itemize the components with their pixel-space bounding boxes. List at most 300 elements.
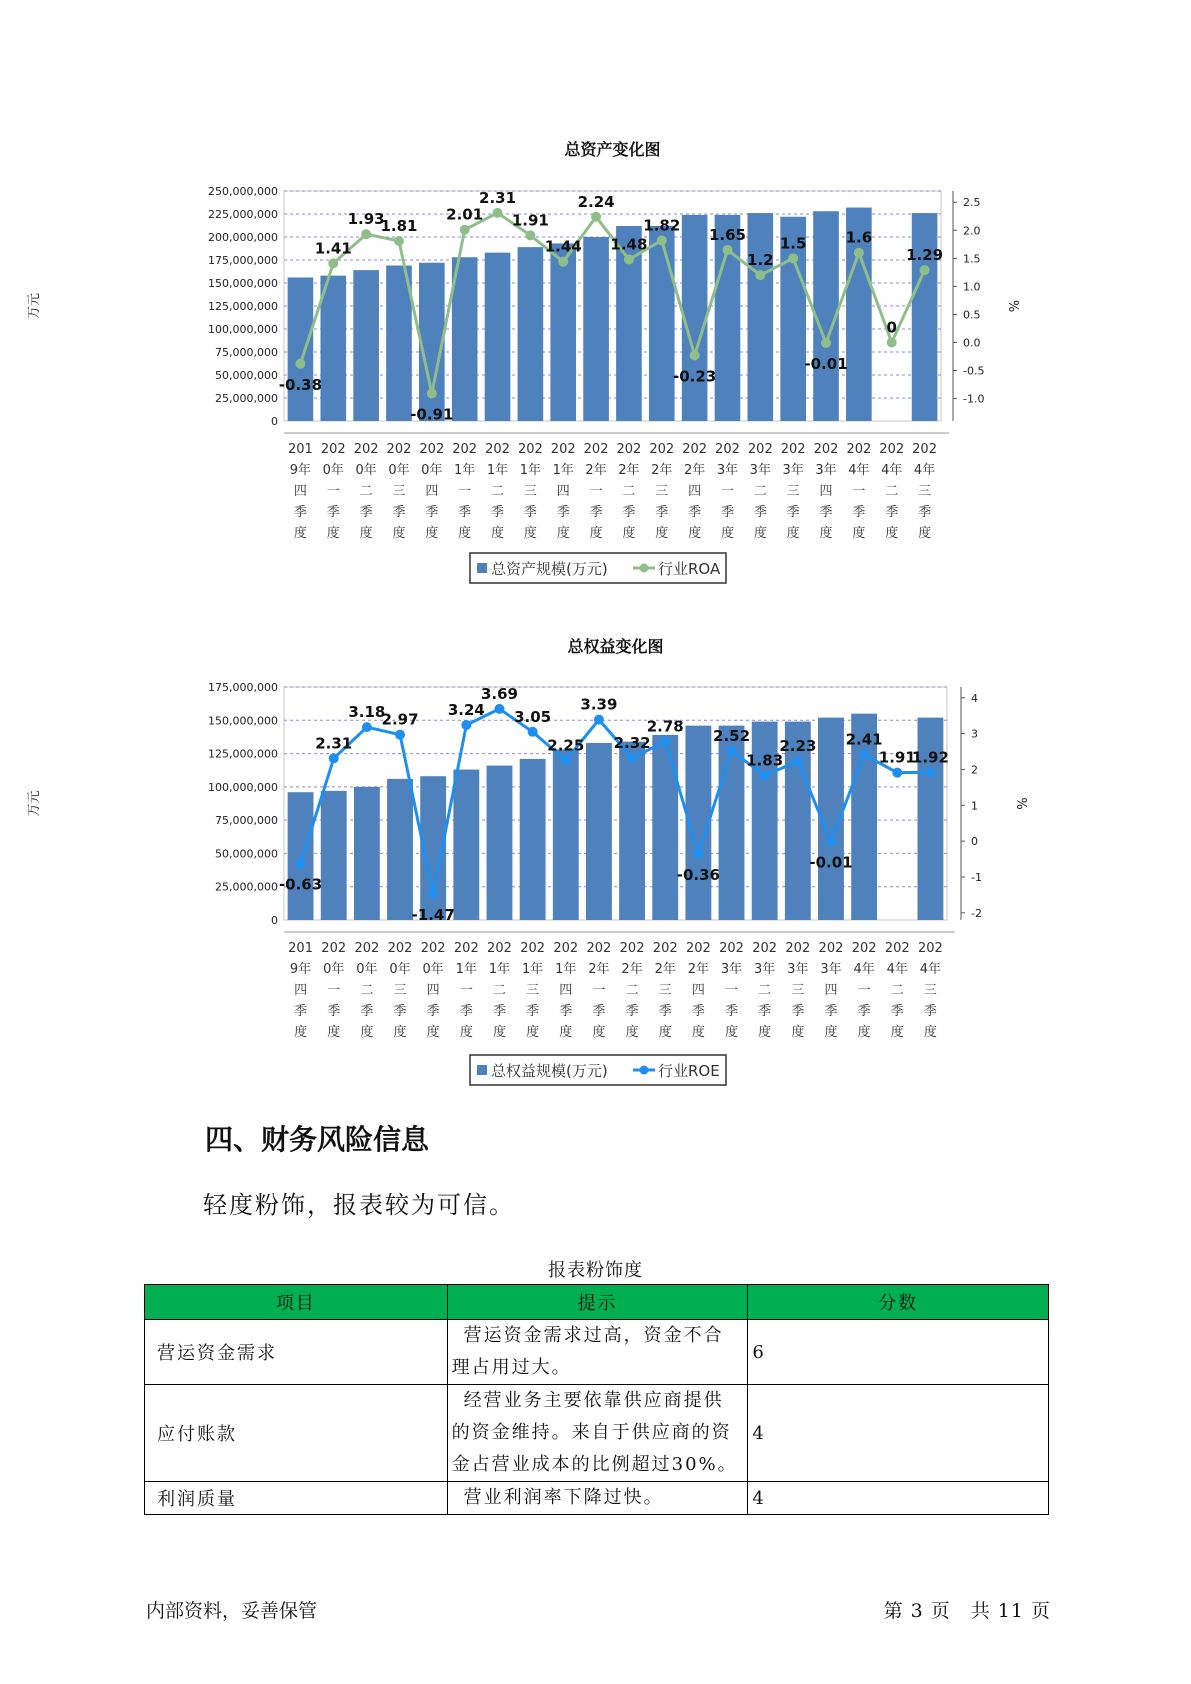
data-label: 2.23 [779,737,817,756]
x-tick-label: 度 [622,526,636,541]
x-tick-label: 202 [553,941,579,956]
x-tick-label: 度 [359,526,373,541]
x-tick-label: 202 [785,941,811,956]
x-tick-label: 0年 [356,962,378,977]
data-label: 0 [886,318,897,337]
line-point [561,755,571,765]
x-tick-label: 季 [824,1004,838,1019]
data-label: 1.82 [643,216,681,235]
y-left-axis-label: 万元 [27,790,42,817]
line-point [525,230,535,240]
bar [583,237,609,421]
bar [453,770,479,920]
x-tick-label: 三 [658,983,672,998]
x-tick-label: 202 [586,941,612,956]
line-point [295,359,305,369]
data-label: 1.48 [610,235,648,254]
x-tick-label: 202 [321,941,347,956]
x-tick-label: 202 [487,941,512,956]
line-point [821,338,831,348]
bar [652,735,678,920]
x-tick-label: 一 [592,983,606,998]
line-point [693,849,703,859]
x-tick-label: 0年 [322,463,344,478]
y-left-tick-label: 225,000,000 [208,208,278,221]
x-tick-label: 202 [879,442,905,457]
bar [487,766,513,920]
y-left-tick-label: 250,000,000 [208,185,278,198]
data-label: -0.01 [804,355,848,374]
y-right-tick-label: 1.5 [963,252,981,266]
x-tick-label: 1年 [455,962,477,977]
line-point [892,768,902,778]
y-left-tick-label: 200,000,000 [208,231,278,244]
x-tick-label: 度 [691,1025,705,1040]
line-point [690,350,700,360]
y-right-tick-label: 1.0 [963,280,981,294]
table-caption: 报表粉饰度 [548,1260,643,1281]
x-tick-label: 度 [786,526,800,541]
y-left-tick-label: 50,000,000 [215,369,278,382]
x-tick-label: 四 [293,484,307,499]
x-tick-label: 一 [326,484,340,499]
x-tick-label: 3年 [749,463,771,478]
line-point [493,208,503,218]
total-equity-chart-svg [0,632,1191,1102]
chart-title: 总资产变化图 [564,140,661,159]
y-right-tick-label: -1 [971,870,982,884]
line-point [854,248,864,258]
x-tick-label: 二 [758,983,772,998]
x-tick-label: 202 [685,941,711,956]
data-label: 1.91 [878,748,916,767]
row-score: 4 [748,1385,1049,1482]
x-tick-label: 季 [758,1004,772,1019]
row-score: 4 [748,1482,1049,1515]
x-tick-label: 季 [725,1004,739,1019]
x-tick-label: 度 [492,1025,506,1040]
x-tick-label: 四 [691,983,705,998]
section-title: 四、财务风险信息 [205,1123,430,1156]
x-tick-label: 季 [359,505,373,520]
x-tick-label: 度 [459,1025,473,1040]
x-tick-label: 0年 [389,962,411,977]
x-tick-label: 202 [386,442,412,457]
x-tick-label: 4年 [853,962,875,977]
x-tick-label: 1年 [486,463,509,478]
x-tick-label: 一 [459,983,473,998]
x-tick-label: 二 [491,484,505,499]
x-tick-label: 202 [550,442,576,457]
x-tick-label: 季 [625,1004,639,1019]
bar [387,779,413,920]
x-tick-label: 202 [320,442,346,457]
x-tick-label: 202 [619,941,645,956]
data-label: 1.2 [747,251,774,270]
x-tick-label: 202 [649,442,675,457]
x-tick-label: 季 [655,505,669,520]
line-point [657,235,667,245]
x-tick-label: 三 [523,484,537,499]
row-item: 利润质量 [145,1482,448,1515]
line-point [394,236,404,246]
x-tick-label: 季 [327,1004,341,1019]
x-tick-label: 4年 [886,962,908,977]
x-tick-label: 季 [592,1004,606,1019]
x-tick-label: 2年 [687,962,710,977]
x-tick-label: 4年 [881,463,903,478]
x-tick-label: 度 [556,526,570,541]
x-tick-label: 季 [786,505,800,520]
bar [748,213,774,421]
bar [288,277,314,421]
x-tick-label: 度 [559,1025,573,1040]
x-tick-label: 202 [452,442,478,457]
x-tick-label: 2年 [654,962,676,977]
header-tip: 提示 [447,1285,748,1320]
legend-line-marker [640,564,649,573]
x-tick-label: 3年 [716,463,739,478]
bar [586,743,612,920]
x-tick-label: 9年 [289,463,312,478]
x-tick-label: 9年 [289,962,312,977]
y-left-tick-label: 0 [271,914,278,927]
x-tick-label: 202 [818,941,844,956]
x-tick-label: 度 [857,1025,871,1040]
y-right-tick-label: 0 [971,835,978,849]
y-right-tick-label: 0.0 [963,336,981,350]
x-tick-label: 季 [819,505,833,520]
data-label: 3.39 [580,695,618,714]
bar [553,750,579,920]
x-tick-label: 201 [288,442,313,457]
x-tick-label: 202 [747,442,773,457]
x-tick-label: 季 [392,505,406,520]
line-point [722,245,732,255]
line-point [329,753,339,763]
x-tick-label: 度 [819,526,833,541]
x-tick-label: 度 [725,1025,739,1040]
x-tick-label: 度 [458,526,472,541]
x-tick-label: 季 [857,1004,871,1019]
y-left-tick-label: 125,000,000 [208,747,278,761]
line-point [660,736,670,746]
data-label: 3.69 [480,684,518,703]
line-point [395,730,405,740]
y-right-tick-label: 2 [971,763,978,777]
bar [354,787,380,920]
row-tip: 营业利润率下降过快。 [447,1482,748,1515]
x-tick-label: 一 [458,484,472,499]
data-label: 1.93 [347,210,385,229]
x-tick-label: 0年 [323,962,345,977]
y-left-axis-label: 万元 [27,292,42,320]
data-label: 2.52 [713,726,751,745]
x-tick-label: 度 [360,1025,374,1040]
y-right-tick-label: -1.0 [963,392,985,406]
x-tick-label: 4年 [913,463,936,478]
line-point [624,254,634,264]
x-tick-label: 202 [517,442,543,457]
x-tick-label: 一 [589,484,603,499]
x-tick-label: 1年 [519,463,542,478]
bar [619,742,645,920]
y-right-axis-label: % [1005,299,1020,313]
x-tick-label: 度 [720,526,734,541]
x-tick-label: 2年 [585,463,607,478]
x-tick-label: 度 [589,526,603,541]
x-tick-label: 2年 [651,463,673,478]
x-tick-label: 3年 [782,463,804,478]
x-tick-label: 一 [327,983,341,998]
x-tick-label: 季 [753,505,767,520]
bar [520,759,546,920]
x-tick-label: 202 [715,442,740,457]
data-label: 2.41 [845,730,883,749]
line-point [627,753,637,763]
header-score: 分数 [748,1285,1049,1320]
x-tick-label: 1年 [454,463,476,478]
x-tick-label: 一 [720,484,734,499]
x-tick-label: 度 [392,526,406,541]
line-point [296,859,306,869]
legend-line-label: 行业ROE [658,1062,720,1080]
x-tick-label: 202 [453,941,479,956]
x-tick-label: 202 [652,941,678,956]
line-point [727,746,737,756]
data-label: -0.01 [809,853,853,872]
x-tick-label: 三 [655,484,669,499]
x-tick-label: 2年 [588,962,610,977]
y-left-tick-label: 0 [271,415,278,428]
data-label: -0.91 [410,405,454,424]
x-tick-label: 202 [485,442,510,457]
bar [518,247,544,421]
x-tick-label: 度 [688,526,702,541]
data-label: -0.23 [673,367,717,386]
data-label: 2.24 [577,192,615,211]
legend-bar-label: 总权益规模(万元) [491,1062,608,1080]
line-point [925,767,935,777]
table-row [145,1482,1049,1515]
x-tick-label: 季 [556,505,570,520]
x-tick-label: 一 [725,983,739,998]
x-tick-label: 三 [918,484,932,499]
line-point [328,258,338,268]
x-tick-label: 季 [890,1004,904,1019]
x-tick-label: 202 [846,442,872,457]
y-right-tick-label: 4 [971,691,978,705]
line-point [591,212,601,222]
x-tick-label: 度 [655,526,669,541]
x-tick-label: 季 [293,505,307,520]
data-label: 2.97 [381,710,419,729]
x-tick-label: 四 [425,484,439,499]
x-tick-label: 三 [392,484,406,499]
y-right-tick-label: -0.5 [963,364,985,378]
data-label: 1.92 [911,748,949,767]
x-tick-label: 202 [420,941,446,956]
x-tick-label: 0年 [421,463,443,478]
x-tick-label: 季 [360,1004,374,1019]
row-tip: 经营业务主要依靠供应商提供的资金维持。来自于供应商的资金占营业成本的比例超过30%。 [447,1385,748,1482]
y-left-tick-label: 25,000,000 [215,880,278,894]
bar [912,213,938,421]
x-tick-label: 四 [294,983,308,998]
x-tick-label: 度 [491,526,505,541]
data-label: 3.18 [348,703,386,722]
x-tick-label: 度 [326,526,340,541]
total-equity-chart [0,632,1191,1102]
x-tick-label: 202 [719,941,744,956]
x-tick-label: 二 [890,983,904,998]
x-tick-label: 1年 [521,962,544,977]
x-tick-label: 四 [426,983,440,998]
x-tick-label: 202 [419,442,445,457]
data-label: 1.6 [845,228,873,247]
total-assets-chart-svg [0,135,1191,605]
data-label: 1.41 [314,239,352,258]
x-tick-label: 2年 [683,463,706,478]
x-tick-label: 0年 [355,463,377,478]
x-tick-label: 季 [918,505,932,520]
y-right-tick-label: 1 [971,799,978,813]
x-tick-label: 四 [824,983,838,998]
x-tick-label: 202 [353,442,379,457]
x-tick-label: 一 [852,484,866,499]
y-left-tick-label: 150,000,000 [208,277,278,290]
line-point [460,225,470,235]
data-label: -0.38 [278,375,323,394]
x-tick-label: 季 [691,1004,705,1019]
data-label: 2.32 [613,733,651,752]
line-point [755,270,765,280]
x-tick-label: 202 [387,941,413,956]
x-tick-label: 度 [426,1025,440,1040]
header-item: 项目 [145,1285,448,1320]
x-tick-label: 四 [556,484,570,499]
x-tick-label: 度 [293,526,307,541]
x-tick-label: 3年 [787,962,809,977]
line-point [427,389,437,399]
x-tick-label: 3年 [754,962,776,977]
y-left-tick-label: 150,000,000 [208,714,278,728]
x-tick-label: 二 [625,983,639,998]
y-left-tick-label: 175,000,000 [208,254,278,267]
data-label: -1.47 [411,905,455,924]
x-tick-label: 三 [791,983,805,998]
x-tick-label: 季 [885,505,899,520]
y-right-tick-label: 2.0 [963,224,981,238]
bar [321,791,347,920]
x-tick-label: 度 [393,1025,407,1040]
y-left-tick-label: 50,000,000 [215,847,278,861]
x-tick-label: 度 [885,526,899,541]
x-tick-label: 度 [918,526,932,541]
data-label: -0.63 [278,875,323,894]
x-tick-label: 202 [583,442,609,457]
table-row [145,1320,1049,1385]
x-tick-label: 二 [359,484,373,499]
x-tick-label: 202 [813,442,839,457]
x-tick-label: 四 [819,484,833,499]
x-tick-label: 1年 [488,962,511,977]
x-tick-label: 202 [884,941,910,956]
data-label: -0.36 [676,866,720,885]
line-point [361,229,371,239]
x-tick-label: 度 [758,1025,772,1040]
x-tick-label: 度 [923,1025,937,1040]
x-tick-label: 季 [492,1004,506,1019]
y-right-tick-label: 2.5 [963,196,981,210]
x-tick-label: 季 [294,1004,308,1019]
line-point [461,720,471,730]
x-tick-label: 202 [354,941,380,956]
x-tick-label: 季 [923,1004,937,1019]
line-point [494,704,504,714]
line-point [528,727,538,737]
x-tick-label: 3年 [720,962,743,977]
x-tick-label: 202 [851,941,877,956]
line-point [558,257,568,267]
y-left-tick-label: 75,000,000 [215,346,278,359]
x-tick-label: 度 [294,1025,308,1040]
row-item: 应付账款 [145,1385,448,1482]
risk-conclusion: 轻度粉饰，报表较为可信。 [203,1191,515,1219]
row-tip: 营运资金需求过高，资金不合理占用过大。 [447,1320,748,1385]
x-tick-label: 季 [426,1004,440,1019]
x-tick-label: 度 [852,526,866,541]
x-tick-label: 202 [752,941,778,956]
y-right-tick-label: 3 [971,727,978,741]
x-tick-label: 季 [791,1004,805,1019]
x-tick-label: 二 [885,484,899,499]
x-tick-label: 季 [720,505,734,520]
y-left-tick-label: 75,000,000 [215,814,278,828]
x-tick-label: 1年 [552,463,574,478]
x-tick-label: 201 [288,941,313,956]
table-header-row [145,1285,1049,1320]
data-label: 2.31 [479,188,517,207]
legend-line-marker [640,1066,649,1075]
bar [320,276,346,421]
x-tick-label: 度 [592,1025,606,1040]
line-point [788,253,798,263]
x-tick-label: 度 [425,526,439,541]
x-tick-label: 四 [559,983,573,998]
data-label: 2.31 [315,734,353,753]
data-label: 3.24 [447,700,485,719]
line-point [826,836,836,846]
x-tick-label: 度 [526,1025,540,1040]
y-left-tick-label: 100,000,000 [208,323,278,336]
line-point [920,265,930,275]
row-score: 6 [748,1320,1049,1385]
line-point [760,771,770,781]
data-label: 1.91 [511,211,549,230]
y-left-tick-label: 175,000,000 [208,681,278,694]
x-tick-label: 季 [688,505,702,520]
x-tick-label: 度 [625,1025,639,1040]
data-label: 1.5 [779,234,807,253]
legend-bar-swatch [477,563,487,573]
data-label: 1.81 [380,216,418,235]
x-tick-label: 季 [559,1004,573,1019]
x-tick-label: 度 [791,1025,805,1040]
x-tick-label: 度 [658,1025,672,1040]
x-tick-label: 季 [523,505,537,520]
x-tick-label: 三 [786,484,800,499]
